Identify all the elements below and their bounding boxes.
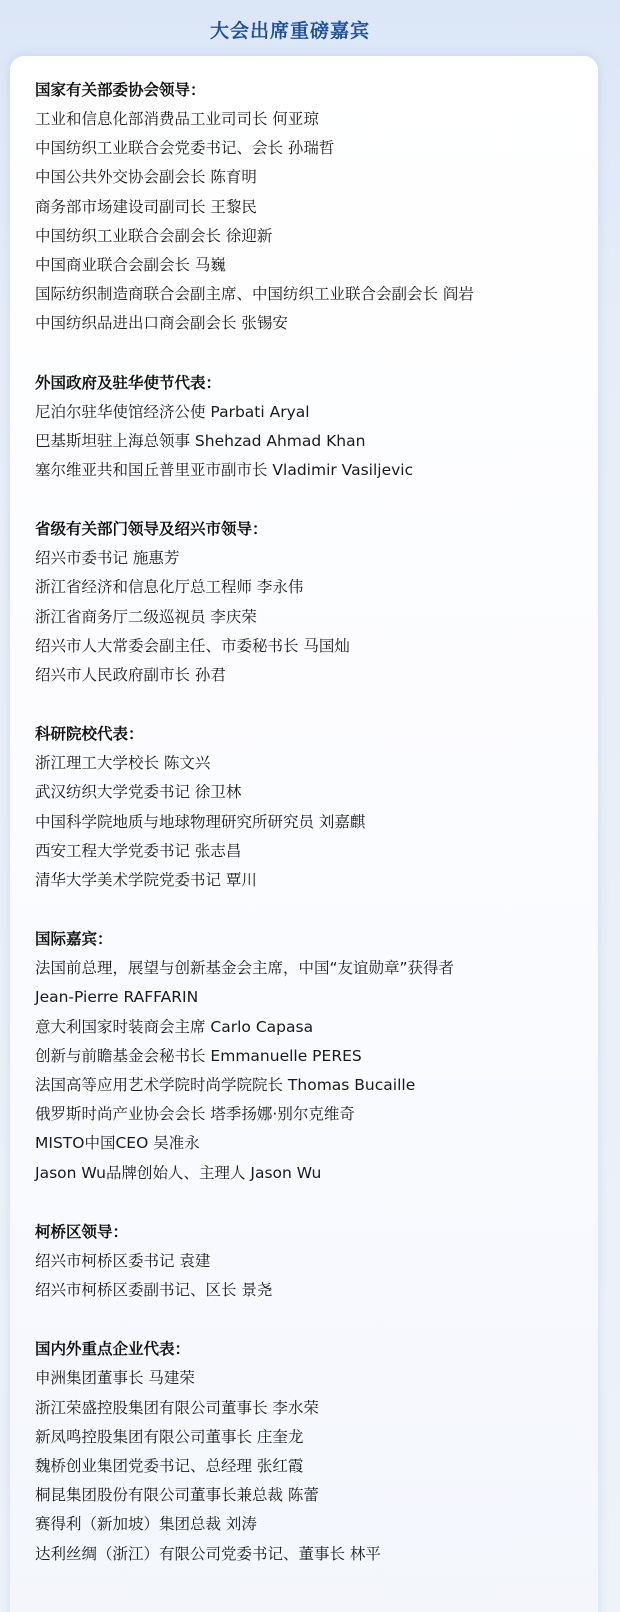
guest-entry: 绍兴市人民政府副市长 孙君 — [35, 666, 226, 685]
guest-entry: 绍兴市委书记 施惠芳 — [35, 549, 180, 568]
section-title: 外国政府及驻华使节代表： — [35, 373, 222, 392]
section-title: 柯桥区领导： — [35, 1222, 129, 1241]
guest-entry: 清华大学美术学院党委书记 覃川 — [35, 871, 257, 890]
guest-entry: 巴基斯坦驻上海总领事 Shehzad Ahmad Khan — [35, 431, 366, 450]
guest-entry: Jean-Pierre RAFFARIN — [35, 988, 199, 1007]
section-title: 国内外重点企业代表： — [35, 1340, 191, 1359]
guest-entry: 中国纺织工业联合会党委书记、会长 孙瑞哲 — [35, 139, 335, 158]
page-title: 大会出席重磅嘉宾 — [209, 19, 370, 42]
section-title: 省级有关部门领导及绍兴市领导： — [35, 520, 268, 539]
guest-entry: 桐昆集团股份有限公司董事长兼总裁 陈蕾 — [35, 1486, 319, 1505]
guest-entry: 商务部市场建设司副司长 王黎民 — [35, 197, 257, 216]
guest-entry: 魏桥创业集团党委书记、总经理 张红霞 — [35, 1456, 304, 1475]
guest-entry: 绍兴市柯桥区委书记 袁建 — [35, 1251, 211, 1270]
guest-entry: 浙江省商务厅二级巡视员 李庆荣 — [35, 607, 257, 626]
guest-entry: 西安工程大学党委书记 张志昌 — [35, 841, 242, 860]
guest-entry: 中国纺织品进出口商会副会长 张锡安 — [35, 314, 288, 333]
section-title: 科研院校代表： — [35, 725, 144, 744]
guest-entry: Jason Wu品牌创始人、主理人 Jason Wu — [35, 1163, 322, 1182]
guest-section — [35, 76, 598, 339]
guest-entry: 新凤鸣控股集团有限公司董事长 庄奎龙 — [35, 1427, 304, 1446]
guest-section — [35, 369, 598, 486]
section-title: 国际嘉宾： — [35, 930, 113, 949]
guest-section — [35, 1218, 598, 1305]
guest-entry: 赛得利（新加坡）集团总裁 刘涛 — [35, 1515, 257, 1534]
section-title: 国家有关部委协会领导： — [35, 81, 206, 99]
guest-entry: 塞尔维亚共和国丘普里亚市副市长 Vladimir Vasiljevic — [35, 461, 414, 480]
guest-entry: 浙江理工大学校长 陈文兴 — [35, 754, 211, 773]
guest-entry: 国际纺织制造商联合会副主席、中国纺织工业联合会副会长 阎岩 — [35, 285, 474, 304]
guest-entry: 浙江省经济和信息化厅总工程师 李永伟 — [35, 578, 304, 597]
guest-entry: MISTO中国CEO 吴准永 — [35, 1134, 200, 1153]
guest-list — [10, 56, 598, 1569]
header — [0, 0, 620, 58]
guest-entry: 尼泊尔驻华使馆经济公使 Parbati Aryal — [35, 402, 310, 421]
guest-entry: 申洲集团董事长 马建荣 — [35, 1369, 195, 1388]
guest-entry: 中国科学院地质与地球物理研究所研究员 刘嘉麒 — [35, 812, 366, 831]
guest-entry: 工业和信息化部消费品工业司司长 何亚琼 — [35, 110, 319, 128]
guest-entry: 武汉纺织大学党委书记 徐卫林 — [35, 783, 242, 802]
guest-section — [35, 720, 598, 895]
guest-entry: 浙江荣盛控股集团有限公司董事长 李水荣 — [35, 1398, 319, 1417]
guest-entry: 中国商业联合会副会长 马巍 — [35, 256, 226, 275]
guest-entry: 创新与前瞻基金会秘书长 Emmanuelle PERES — [35, 1046, 362, 1065]
guest-entry: 法国前总理，展望与创新基金会主席，中国“友谊勋章”获得者 — [35, 959, 455, 978]
guest-entry: 俄罗斯时尚产业协会会长 塔季扬娜·别尔克维奇 — [35, 1105, 355, 1124]
guest-entry: 达利丝绸（浙江）有限公司党委书记、董事长 林平 — [35, 1544, 381, 1563]
guest-entry: 法国高等应用艺术学院时尚学院院长 Thomas Bucaille — [35, 1076, 416, 1095]
guest-section — [35, 515, 598, 690]
guest-entry: 绍兴市柯桥区委副书记、区长 景尧 — [35, 1281, 273, 1300]
guest-section — [35, 925, 598, 1188]
guest-section — [35, 1335, 598, 1568]
guest-entry: 中国纺织工业联合会副会长 徐迎新 — [35, 226, 273, 245]
guest-entry: 意大利国家时装商会主席 Carlo Capasa — [35, 1017, 314, 1036]
guest-entry: 中国公共外交协会副会长 陈育明 — [35, 168, 257, 187]
guest-list-card — [10, 56, 598, 1612]
guest-entry: 绍兴市人大常委会副主任、市委秘书长 马国灿 — [35, 636, 350, 655]
